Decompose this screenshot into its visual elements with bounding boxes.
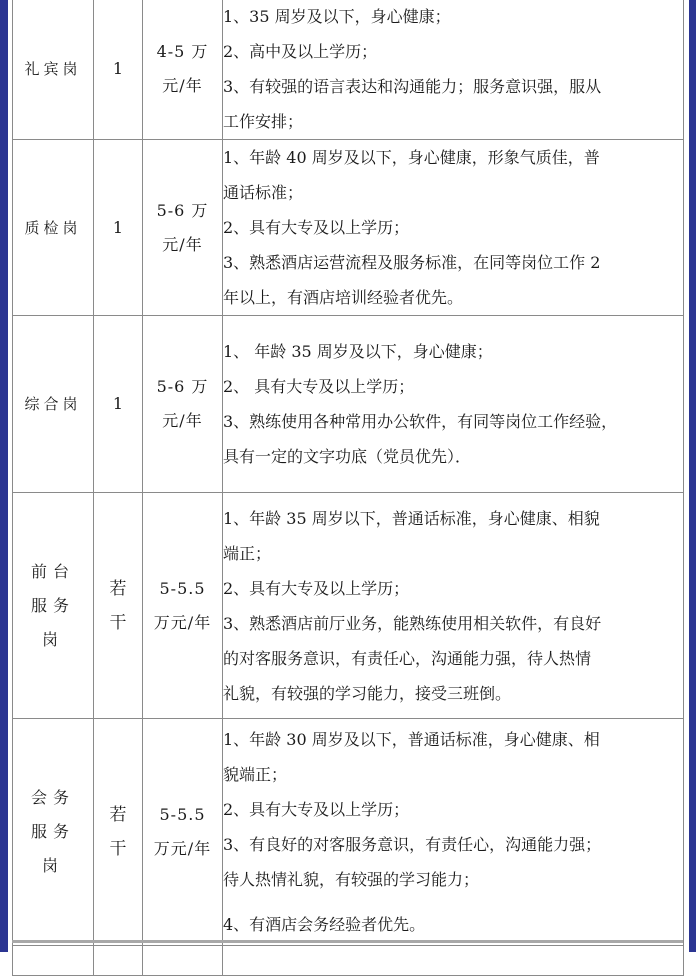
salary-line: 4-5 万: [156, 42, 209, 61]
headcount-cell: [94, 0, 143, 140]
salary-line: 5-5.5: [159, 578, 206, 598]
position-name-line: 服务: [30, 595, 75, 615]
salary-cell: [143, 0, 223, 140]
salary-line: 5-6 万: [156, 200, 209, 220]
position-name-line: 会务: [30, 788, 75, 807]
requirement-line: 具有一定的文字功底（党员优先）．: [223, 447, 472, 466]
requirements-cell: [223, 0, 684, 140]
requirement-line: 2、具有大专及以上学历；: [223, 578, 410, 598]
headcount: 1: [112, 217, 124, 237]
headcount-line: 干: [109, 612, 127, 633]
requirement-line: 貌端正；: [223, 765, 288, 784]
requirement-line: 2、具有大专及以上学历；: [223, 800, 410, 819]
table-row-front-desk: [13, 493, 684, 719]
position-name-line: 服务: [30, 822, 75, 841]
requirement-line: 1、 年龄 35 周岁及以下，身心健康；: [223, 342, 493, 361]
salary-line: 5-5.5: [159, 805, 206, 824]
empty-cell: [223, 946, 684, 976]
requirements-cell: [223, 140, 684, 316]
headcount-cell: [94, 493, 143, 719]
requirement-line: 2、 具有大专及以上学历；: [223, 377, 415, 396]
salary-line: 元/年: [162, 76, 203, 95]
headcount: 1: [112, 394, 124, 413]
headcount-cell: [94, 316, 143, 493]
salary-line: 万元/年: [153, 612, 212, 632]
requirement-line: 3、有较强的语言表达和沟通能力；服务意识强，服从: [223, 77, 602, 96]
requirement-line: 端正；: [223, 543, 272, 563]
position-name-line: 岗: [41, 856, 64, 875]
requirement-line: 1、年龄 35 周岁以下，普通话标准，身心健康、相貌: [223, 508, 600, 528]
position-name: 综合岗: [24, 395, 82, 413]
headcount-line: 若: [109, 578, 127, 599]
requirement-line: 1、年龄 40 周岁及以下，身心健康，形象气质佳，普: [223, 148, 600, 167]
table-row-partial: [13, 946, 684, 976]
requirement-line: 待人热情礼貌，有较强的学习能力；: [223, 870, 480, 889]
position-name-cell: [13, 719, 94, 946]
empty-cell: [143, 946, 223, 976]
right-blue-border: [689, 0, 696, 952]
headcount-cell: [94, 719, 143, 946]
left-blue-border: [0, 0, 8, 952]
position-name-line: 岗: [41, 629, 64, 649]
requirement-line: 的对客服务意识，有责任心，沟通能力强，待人热情: [223, 648, 592, 668]
headcount-cell: [94, 140, 143, 316]
requirement-line: 工作安排；: [223, 112, 304, 131]
position-name-cell: [13, 493, 94, 719]
salary-cell: [143, 316, 223, 493]
requirements-cell: [223, 493, 684, 719]
requirement-line: 3、熟悉酒店前厅业务，能熟练使用相关软件，有良好: [223, 613, 602, 633]
salary-line: 5-6 万: [156, 377, 209, 396]
table-row-reception: [13, 0, 684, 140]
requirement-line: 3、熟悉酒店运营流程及服务标准，在同等岗位工作 2: [223, 253, 601, 272]
position-name-cell: [13, 140, 94, 316]
position-name-cell: [13, 0, 94, 140]
row-divider-double: [12, 940, 683, 943]
requirement-line: 通话标准；: [223, 183, 304, 202]
headcount-line: 干: [109, 839, 127, 859]
table-row-general: [13, 316, 684, 493]
requirements-cell: [223, 316, 684, 493]
requirement-line: 2、具有大专及以上学历；: [223, 218, 410, 237]
job-requirements-table: [12, 0, 684, 976]
requirement-line: 1、35 周岁及以下，身心健康；: [223, 7, 451, 26]
requirement-line: 3、有良好的对客服务意识，有责任心，沟通能力强；: [223, 835, 602, 854]
position-name-cell: [13, 316, 94, 493]
salary-line: 元/年: [162, 234, 203, 254]
table-row-conference-service: [13, 719, 684, 946]
salary-line: 元/年: [162, 411, 203, 430]
empty-cell: [13, 946, 94, 976]
requirements-cell: [223, 719, 684, 946]
position-name: 礼宾岗: [24, 60, 82, 78]
headcount: 1: [112, 59, 124, 78]
empty-cell: [94, 946, 143, 976]
requirement-line: 2、高中及以上学历；: [223, 42, 378, 61]
table-row-quality-inspection: [13, 140, 684, 316]
requirement-line: 年以上，有酒店培训经验者优先。: [223, 288, 464, 307]
salary-cell: [143, 493, 223, 719]
requirement-line: 3、熟练使用各种常用办公软件，有同等岗位工作经验，: [223, 412, 618, 431]
position-name-line: 前台: [30, 561, 75, 581]
salary-line: 万元/年: [153, 839, 212, 858]
requirement-line: 1、年龄 30 周岁及以下，普通话标准，身心健康、相: [223, 730, 600, 749]
headcount-line: 若: [109, 805, 127, 825]
requirement-line: 礼貌，有较强的学习能力，接受三班倒。: [223, 683, 512, 703]
salary-cell: [143, 719, 223, 946]
requirement-line: 4、有酒店会务经验者优先。: [223, 915, 426, 934]
position-name: 质检岗: [24, 218, 82, 237]
salary-cell: [143, 140, 223, 316]
